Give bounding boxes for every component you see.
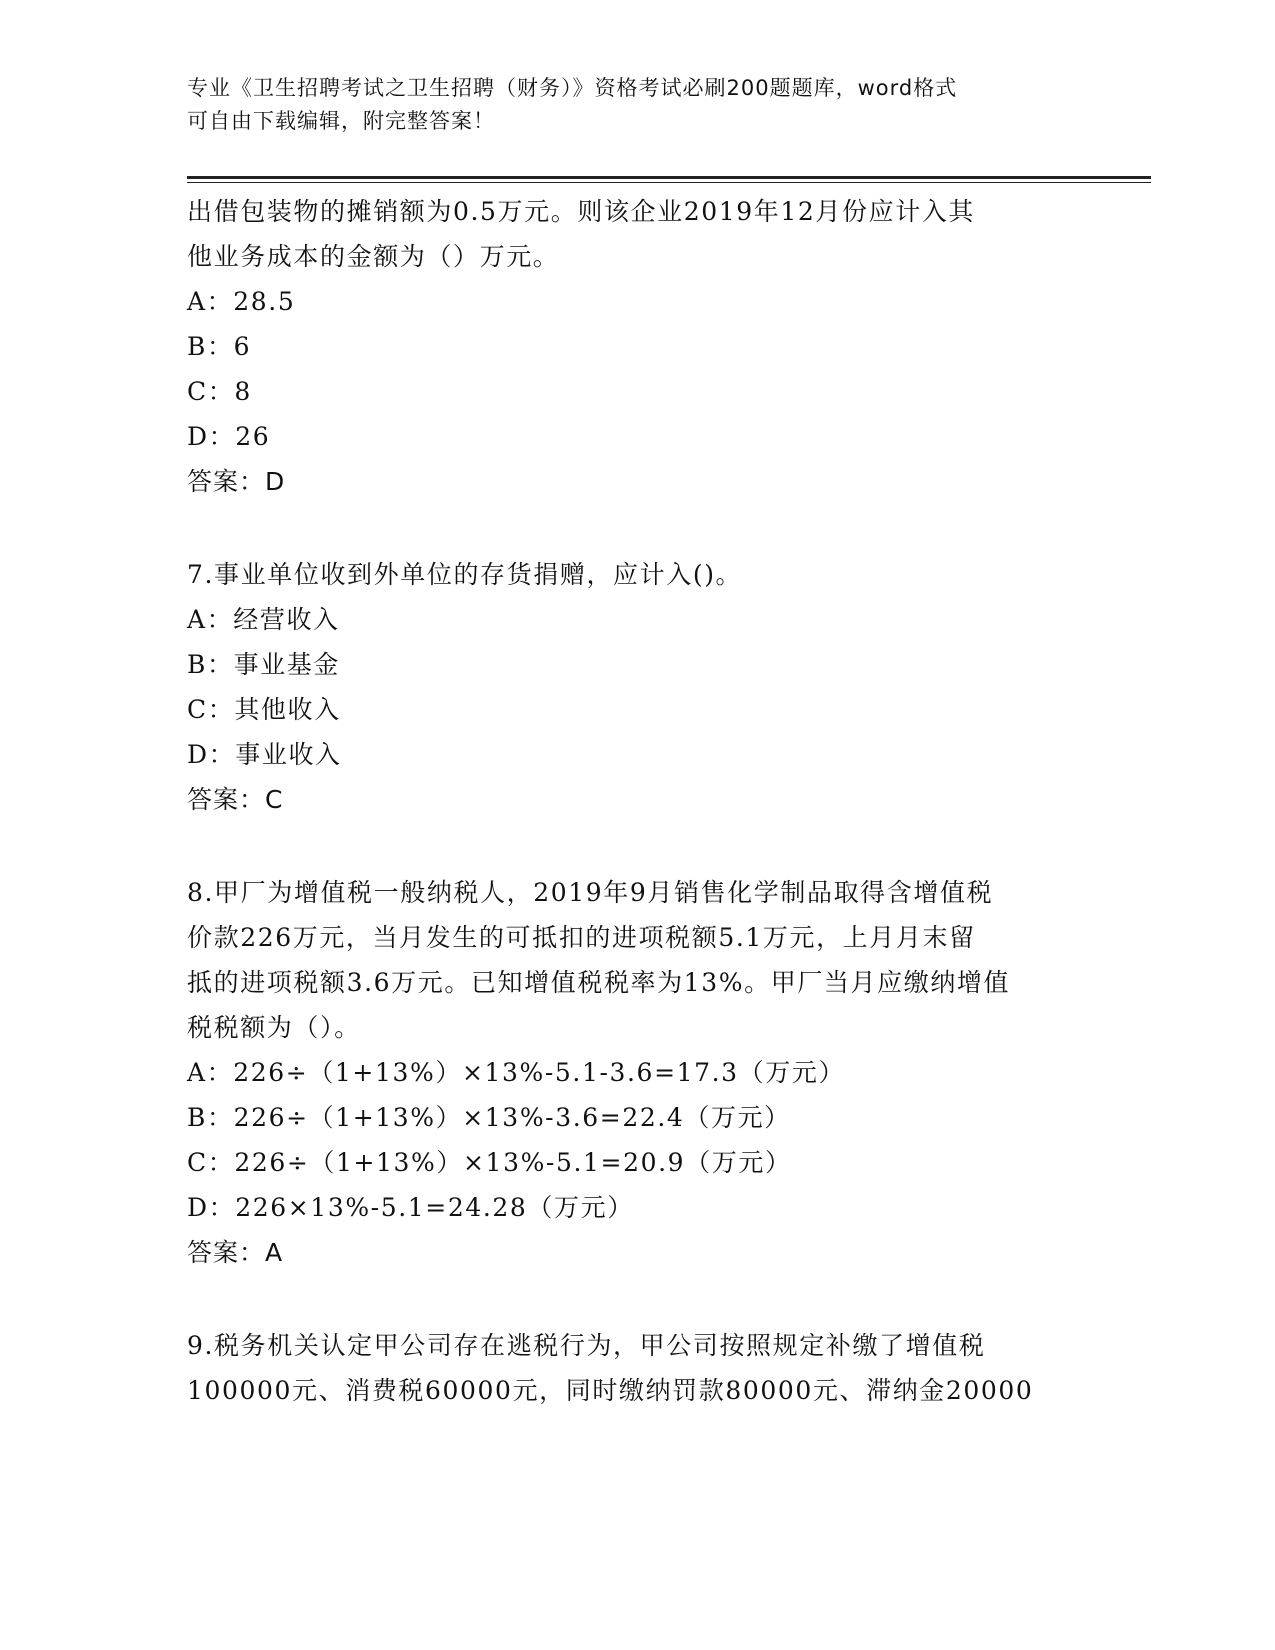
option-b: B：事业基金 bbox=[187, 650, 340, 679]
question-stem-line: 100000元、消费税60000元，同时缴纳罚款80000元、滞纳金20000 bbox=[187, 1376, 1034, 1405]
question-stem-line: 出借包装物的摊销额为0.5万元。则该企业2019年12月份应计入其 bbox=[187, 197, 975, 226]
question-stem-line: 7.事业单位收到外单位的存货捐赠，应计入()。 bbox=[187, 560, 743, 589]
question-9 bbox=[187, 1323, 1087, 1413]
option-b: B：6 bbox=[187, 332, 252, 361]
option-c: C：其他收入 bbox=[187, 695, 341, 724]
question-7 bbox=[187, 552, 1087, 822]
option-a: A：226÷（1+13%）×13%-5.1-3.6=17.3（万元） bbox=[187, 1058, 846, 1087]
option-d: D：26 bbox=[187, 422, 271, 451]
header-divider-thin bbox=[187, 182, 1151, 183]
question-stem-line: 抵的进项税额3.6万元。已知增值税税率为13%。甲厂当月应缴纳增值 bbox=[187, 968, 1011, 997]
header-divider-thick bbox=[187, 176, 1151, 179]
document-body bbox=[187, 189, 1087, 1413]
answer-line: 答案：C bbox=[187, 785, 284, 814]
question-stem-line: 税税额为（）。 bbox=[187, 1013, 361, 1042]
question-stem-line: 8.甲厂为增值税一般纳税人，2019年9月销售化学制品取得含增值税 bbox=[187, 878, 994, 907]
option-a: A：经营收入 bbox=[187, 605, 340, 634]
question-stem-line: 价款226万元，当月发生的可抵扣的进项税额5.1万元，上月月末留 bbox=[187, 923, 976, 952]
answer-line: 答案：D bbox=[187, 467, 286, 496]
question-spacer bbox=[187, 504, 1087, 552]
option-b: B：226÷（1+13%）×13%-3.6=22.4（万元） bbox=[187, 1103, 791, 1132]
question-stem-line: 9.税务机关认定甲公司存在逃税行为，甲公司按照规定补缴了增值税 bbox=[187, 1331, 986, 1360]
question-spacer bbox=[187, 822, 1087, 870]
option-d: D：事业收入 bbox=[187, 740, 342, 769]
option-d: D：226×13%-5.1=24.28（万元） bbox=[187, 1193, 634, 1222]
option-c: C：226÷（1+13%）×13%-5.1=20.9（万元） bbox=[187, 1148, 792, 1177]
document-header bbox=[187, 72, 1067, 138]
question-8 bbox=[187, 870, 1087, 1275]
option-c: C：8 bbox=[187, 377, 252, 406]
question-6 bbox=[187, 189, 1087, 504]
question-stem-line: 他业务成本的金额为（）万元。 bbox=[187, 242, 560, 271]
option-a: A：28.5 bbox=[187, 287, 296, 316]
header-line-1: 专业《卫生招聘考试之卫生招聘（财务）》资格考试必刷200题题库，word格式 bbox=[187, 76, 958, 100]
question-spacer bbox=[187, 1275, 1087, 1323]
answer-line: 答案：A bbox=[187, 1238, 284, 1267]
header-line-2: 可自由下载编辑，附完整答案！ bbox=[187, 109, 495, 133]
